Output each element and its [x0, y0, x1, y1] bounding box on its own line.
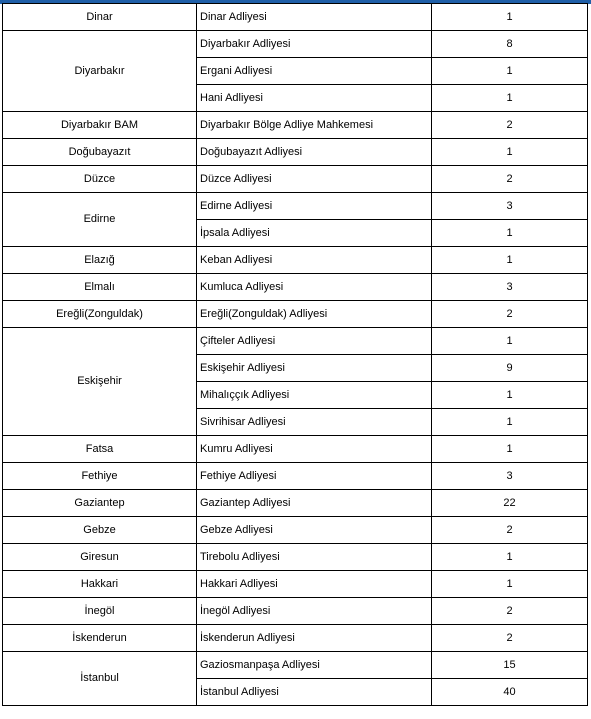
count-cell: 2	[432, 166, 588, 193]
count-cell: 22	[432, 490, 588, 517]
courthouse-cell: Kumru Adliyesi	[197, 436, 432, 463]
city-cell: Dinar	[3, 4, 197, 31]
city-cell: Gebze	[3, 517, 197, 544]
courthouse-cell: Edirne Adliyesi	[197, 193, 432, 220]
count-cell: 1	[432, 328, 588, 355]
courthouse-cell: Ereğli(Zonguldak) Adliyesi	[197, 301, 432, 328]
count-cell: 1	[432, 85, 588, 112]
city-cell: Gaziantep	[3, 490, 197, 517]
count-cell: 1	[432, 409, 588, 436]
table-row	[3, 517, 588, 544]
table-row	[3, 328, 588, 355]
courthouse-cell: İnegöl Adliyesi	[197, 598, 432, 625]
courthouse-table	[2, 3, 588, 706]
count-cell: 8	[432, 31, 588, 58]
courthouse-cell: Çifteler Adliyesi	[197, 328, 432, 355]
courthouse-cell: Keban Adliyesi	[197, 247, 432, 274]
table-body	[3, 4, 588, 706]
courthouse-cell: Ergani Adliyesi	[197, 58, 432, 85]
table-row	[3, 193, 588, 220]
count-cell: 15	[432, 652, 588, 679]
table-row	[3, 436, 588, 463]
city-cell: Elmalı	[3, 274, 197, 301]
courthouse-cell: Gaziantep Adliyesi	[197, 490, 432, 517]
count-cell: 1	[432, 382, 588, 409]
city-cell: Elazığ	[3, 247, 197, 274]
courthouse-cell: İstanbul Adliyesi	[197, 679, 432, 706]
city-cell: Eskişehir	[3, 328, 197, 436]
table-row	[3, 463, 588, 490]
count-cell: 1	[432, 58, 588, 85]
table-row	[3, 571, 588, 598]
count-cell: 3	[432, 274, 588, 301]
count-cell: 2	[432, 625, 588, 652]
courthouse-cell: Dinar Adliyesi	[197, 4, 432, 31]
count-cell: 3	[432, 193, 588, 220]
city-cell: Doğubayazıt	[3, 139, 197, 166]
table-row	[3, 112, 588, 139]
city-cell: Diyarbakır	[3, 31, 197, 112]
count-cell: 40	[432, 679, 588, 706]
count-cell: 1	[432, 4, 588, 31]
city-cell: Fethiye	[3, 463, 197, 490]
table-row	[3, 31, 588, 58]
table-row	[3, 652, 588, 679]
courthouse-cell: Gaziosmanpaşa Adliyesi	[197, 652, 432, 679]
table-row	[3, 490, 588, 517]
table-row	[3, 247, 588, 274]
courthouse-cell: Hakkari Adliyesi	[197, 571, 432, 598]
city-cell: Fatsa	[3, 436, 197, 463]
count-cell: 1	[432, 544, 588, 571]
courthouse-cell: Düzce Adliyesi	[197, 166, 432, 193]
count-cell: 1	[432, 220, 588, 247]
count-cell: 2	[432, 517, 588, 544]
table-row	[3, 544, 588, 571]
city-cell: Diyarbakır BAM	[3, 112, 197, 139]
count-cell: 2	[432, 112, 588, 139]
city-cell: İstanbul	[3, 652, 197, 706]
city-cell: İskenderun	[3, 625, 197, 652]
courthouse-cell: Diyarbakır Bölge Adliye Mahkemesi	[197, 112, 432, 139]
city-cell: Edirne	[3, 193, 197, 247]
city-cell: Giresun	[3, 544, 197, 571]
city-cell: Hakkari	[3, 571, 197, 598]
courthouse-cell: Mihalıççık Adliyesi	[197, 382, 432, 409]
table-row	[3, 598, 588, 625]
city-cell: İnegöl	[3, 598, 197, 625]
courthouse-cell: İpsala Adliyesi	[197, 220, 432, 247]
courthouse-cell: Sivrihisar Adliyesi	[197, 409, 432, 436]
city-cell: Düzce	[3, 166, 197, 193]
courthouse-cell: Kumluca Adliyesi	[197, 274, 432, 301]
count-cell: 2	[432, 301, 588, 328]
table-row	[3, 301, 588, 328]
table-row	[3, 166, 588, 193]
courthouse-cell: Eskişehir Adliyesi	[197, 355, 432, 382]
count-cell: 1	[432, 139, 588, 166]
courthouse-cell: Diyarbakır Adliyesi	[197, 31, 432, 58]
count-cell: 1	[432, 571, 588, 598]
count-cell: 2	[432, 598, 588, 625]
count-cell: 3	[432, 463, 588, 490]
count-cell: 1	[432, 247, 588, 274]
count-cell: 9	[432, 355, 588, 382]
courthouse-cell: Hani Adliyesi	[197, 85, 432, 112]
table-row	[3, 625, 588, 652]
table-row	[3, 274, 588, 301]
courthouse-cell: Gebze Adliyesi	[197, 517, 432, 544]
city-cell: Ereğli(Zonguldak)	[3, 301, 197, 328]
courthouse-cell: Fethiye Adliyesi	[197, 463, 432, 490]
table-row	[3, 4, 588, 31]
count-cell: 1	[432, 436, 588, 463]
courthouse-cell: Tirebolu Adliyesi	[197, 544, 432, 571]
courthouse-cell: İskenderun Adliyesi	[197, 625, 432, 652]
table-row	[3, 139, 588, 166]
courthouse-cell: Doğubayazıt Adliyesi	[197, 139, 432, 166]
